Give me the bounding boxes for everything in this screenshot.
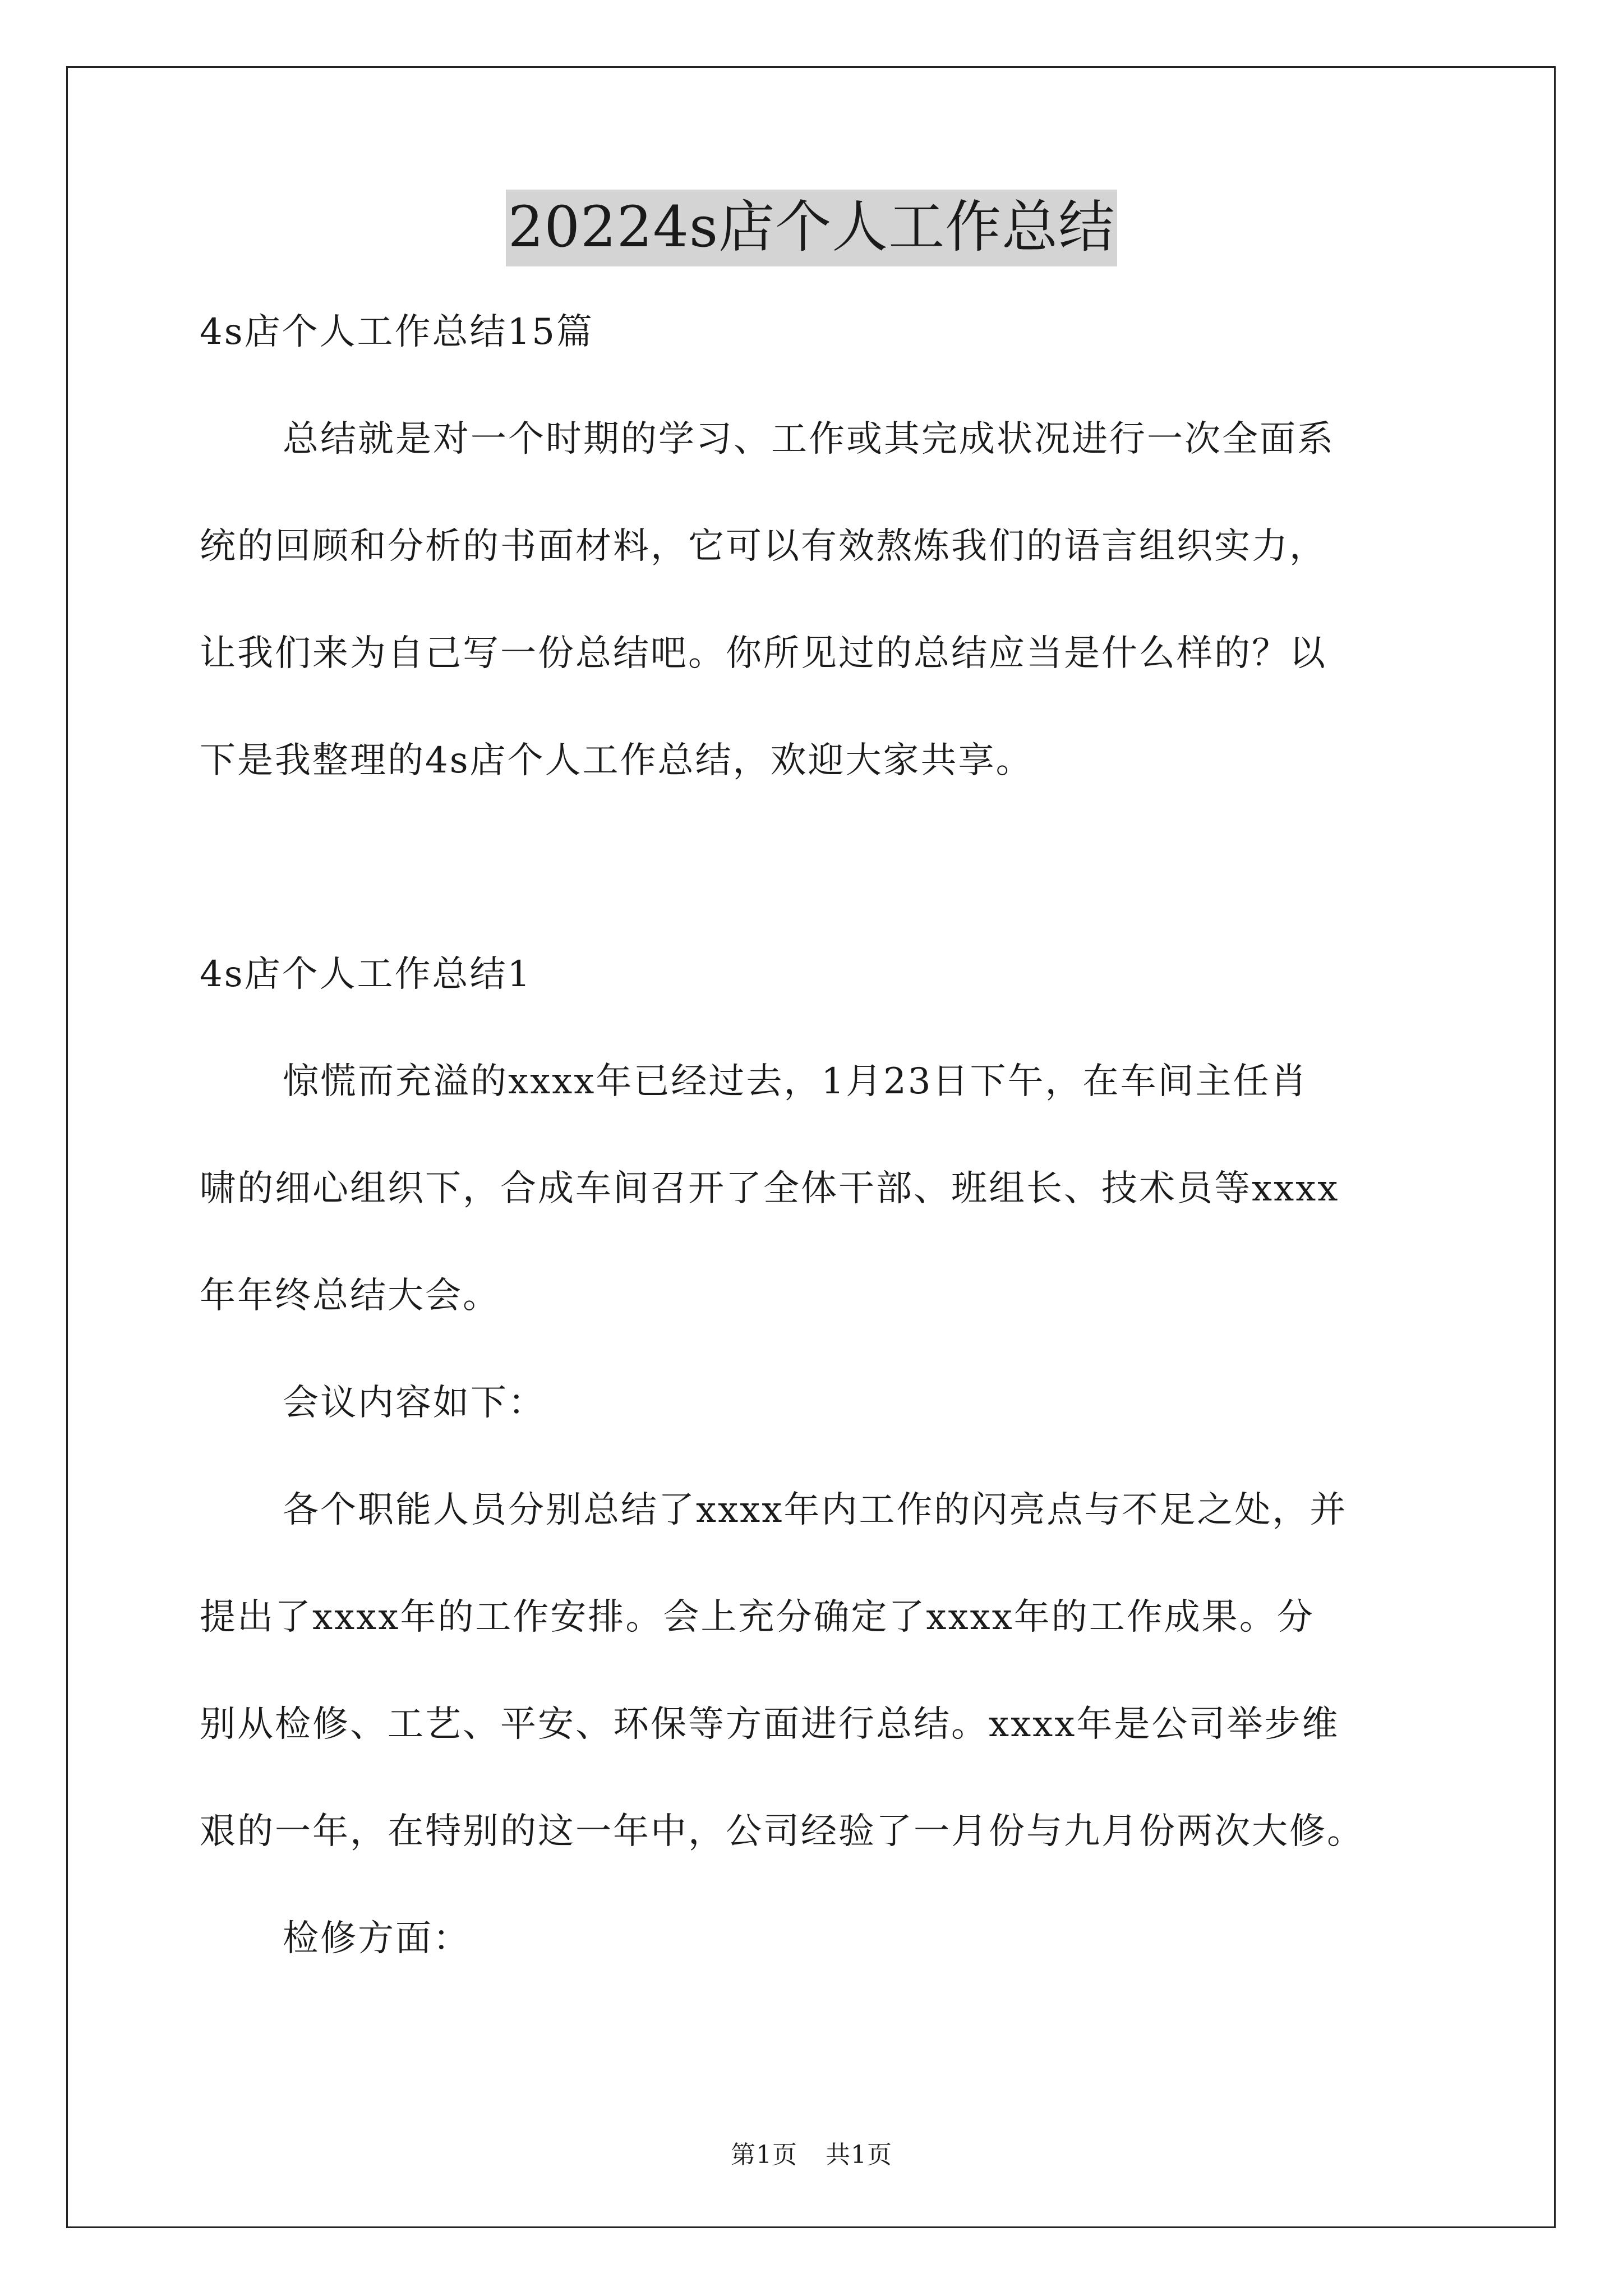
para3-line-2: 提出了xxxx年的工作安排。会上充分确定了xxxx年的工作成果。分 (200, 1596, 1315, 1638)
para1-line-3: 年年终总结大会。 (200, 1275, 500, 1317)
subtitle: 4s店个人工作总结15篇 (200, 311, 594, 353)
intro-line-3: 让我们来为自己写一份总结吧。你所见过的总结应当是什么样的？以 (200, 633, 1327, 674)
para1-line-1: 惊慌而充溢的xxxx年已经过去，1月23日下午，在车间主任肖 (283, 1061, 1308, 1102)
para1-line-2: 啸的细心组织下，合成车间召开了全体干部、班组长、技术员等xxxx (200, 1168, 1340, 1209)
document-title (0, 194, 1623, 260)
page-footer (0, 2134, 1623, 2170)
intro-line-1: 总结就是对一个时期的学习、工作或其完成状况进行一次全面系 (283, 418, 1335, 460)
para4: 检修方面： (283, 1918, 471, 1959)
intro-line-2: 统的回顾和分析的书面材料，它可以有效熬炼我们的语言组织实力， (200, 526, 1327, 567)
intro-line-4: 下是我整理的4s店个人工作总结，欢迎大家共享。 (200, 740, 1034, 781)
section-heading: 4s店个人工作总结1 (200, 954, 532, 995)
para3-line-1: 各个职能人员分别总结了xxxx年内工作的闪亮点与不足之处，并 (283, 1489, 1348, 1531)
page-number: 第1页 (731, 2141, 797, 2169)
para3-line-3: 别从检修、工艺、平安、环保等方面进行总结。xxxx年是公司举步维 (200, 1704, 1340, 1745)
page-border (66, 66, 1556, 2228)
para3-line-4: 艰的一年，在特别的这一年中，公司经验了一月份与九月份两次大修。 (200, 1811, 1364, 1852)
document-title-text: 20224s店个人工作总结 (506, 190, 1117, 266)
para2: 会议内容如下： (283, 1382, 546, 1424)
page-total: 共1页 (826, 2141, 892, 2169)
